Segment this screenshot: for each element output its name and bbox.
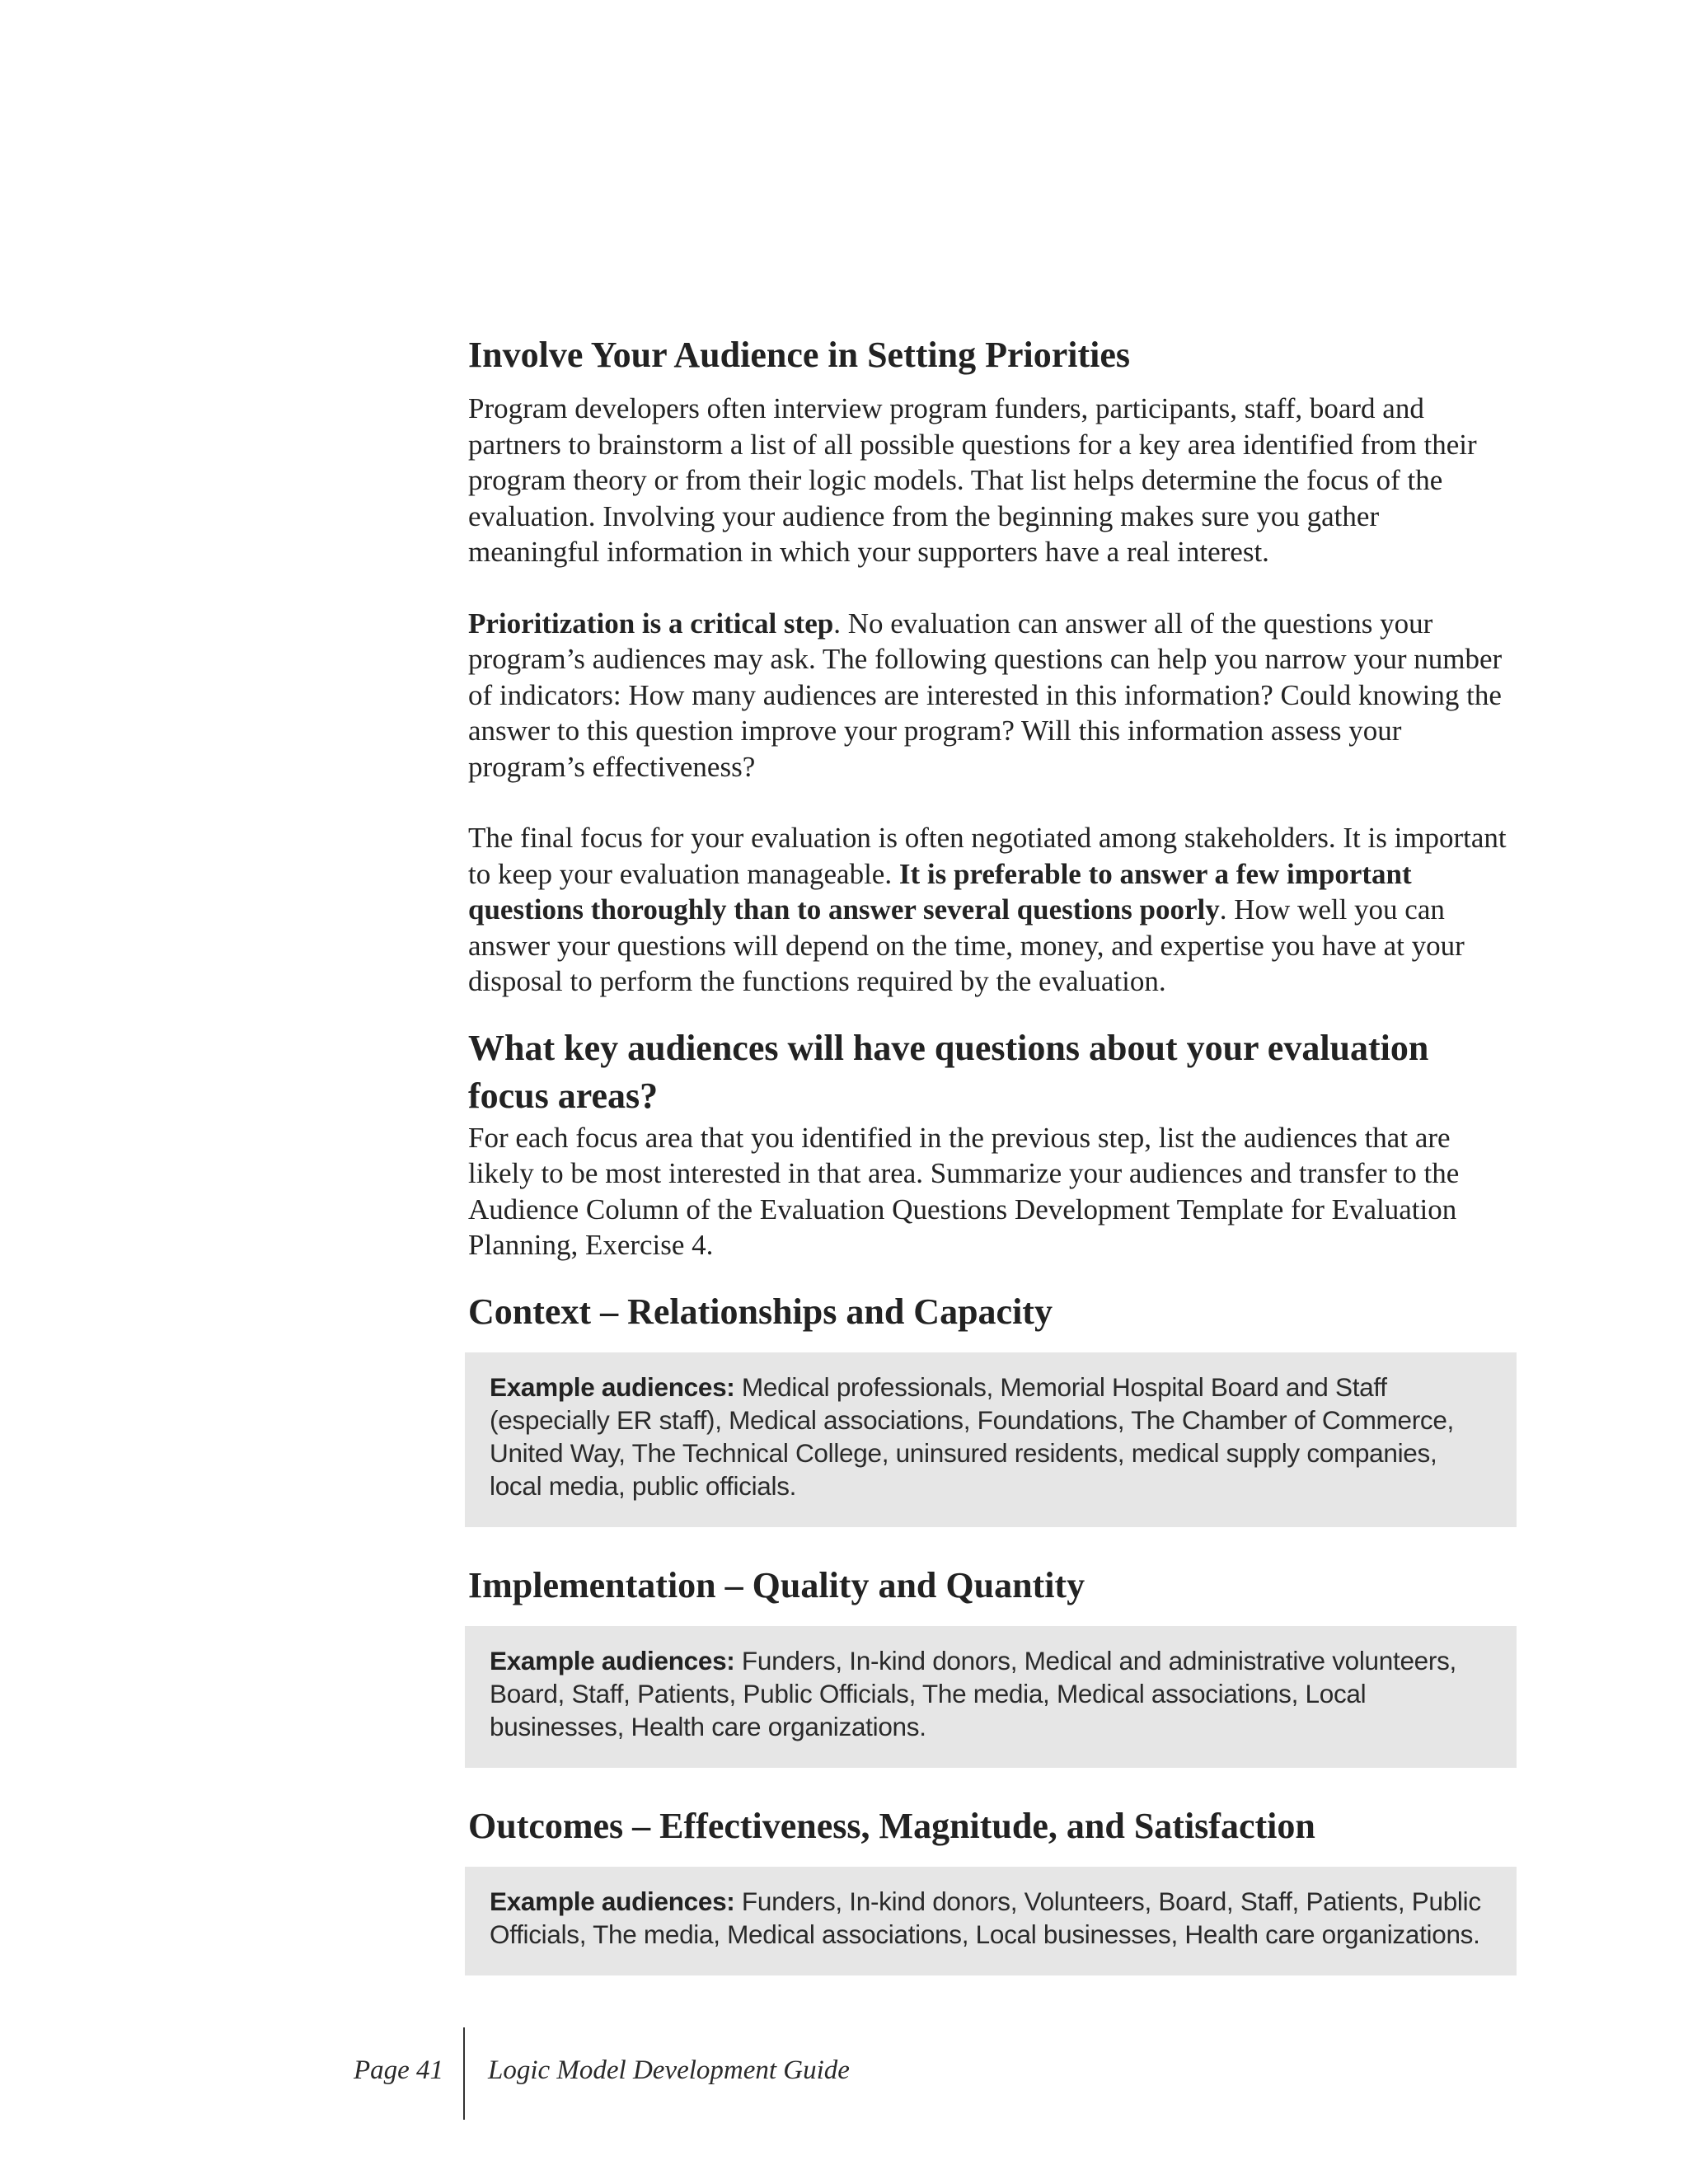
implementation-example-box — [465, 1626, 1517, 1768]
page-content — [468, 331, 1517, 1975]
involve-paragraph-3-start: The final focus for your evaluation is often negotiated among stakeholders. It is important to keep your evaluation manageable. — [468, 822, 1507, 890]
footer-divider — [463, 2027, 465, 2120]
involve-paragraph-2 — [468, 606, 1517, 785]
involve-paragraph-3 — [468, 820, 1517, 1000]
preferable-emphasis: It is preferable to answer a few important questions thoroughly than to answer several questions poorly — [468, 857, 1412, 926]
involve-paragraph-1: Program developers often interview program funders, participants, staff, board and partners to brainstorm a list of all possible questions for a key area identified from their program theory or from their logic models. That list helps determine the focus of the evaluation. Involving your audience from the beginning makes sure you gather meaningful information in which your supporters have a real interest. — [468, 392, 1477, 568]
document-title: Logic Model Development Guide — [488, 2055, 850, 2085]
involve-paragraph-3-end: . How well you can answer your questions will depend on the time, money, and expertise you have at your disposal to perform the functions required by the evaluation. — [468, 893, 1465, 997]
context-example-text: Medical professionals, Memorial Hospital Board and Staff (especially ER staff), Medical associations, Foundations, The Chamber of Commerce, United Way, The Technical College, uninsured residents, medical supply companies, local media, public officials. — [490, 1371, 1455, 1501]
section-heading-involve: Involve Your Audience in Setting Priorities — [468, 335, 1130, 375]
context-example-box — [465, 1352, 1517, 1527]
context-example-label: Example audiences: — [490, 1371, 735, 1402]
section-heading-context: Context – Relationships and Capacity — [468, 1291, 1053, 1332]
involve-paragraph-2-text: . No evaluation can answer all of the questions your program’s audiences may ask. The following questions can help you narrow your number of indicators: How many audiences are interested in this information? Could knowing the answer to this question improve your program? Will this information assess your program’s effectiveness? — [468, 607, 1503, 783]
page-footer — [0, 2027, 1688, 2118]
section-heading-audiences: What key audiences will have questions about your evaluation focus areas? — [468, 1027, 1429, 1116]
implementation-example-label: Example audiences: — [490, 1645, 735, 1675]
section-heading-outcomes: Outcomes – Effectiveness, Magnitude, and Satisfaction — [468, 1805, 1315, 1846]
audiences-paragraph: For each focus area that you identified in the previous step, list the audiences that are likely to be most interested in that area. Summarize your audiences and transfer to the Audience Column of the Evaluation Questions Development Template for Evaluation Planning, Exercise 4. — [468, 1121, 1460, 1261]
prioritization-emphasis: Prioritization is a critical step — [468, 607, 834, 640]
outcomes-example-label: Example audiences: — [490, 1886, 735, 1916]
outcomes-example-text: Funders, In-kind donors, Volunteers, Board, Staff, Patients, Public Officials, The media, Medical associations, Local businesses, Health care organizations. — [490, 1886, 1481, 1949]
page-number: Page 41 — [353, 2055, 443, 2085]
implementation-example-text: Funders, In-kind donors, Medical and administrative volunteers, Board, Staff, Patients, Public Officials, The media, Medical associations, Local businesses, Health care organizations. — [490, 1645, 1456, 1741]
outcomes-example-box — [465, 1867, 1517, 1975]
section-heading-implementation: Implementation – Quality and Quantity — [468, 1564, 1085, 1605]
